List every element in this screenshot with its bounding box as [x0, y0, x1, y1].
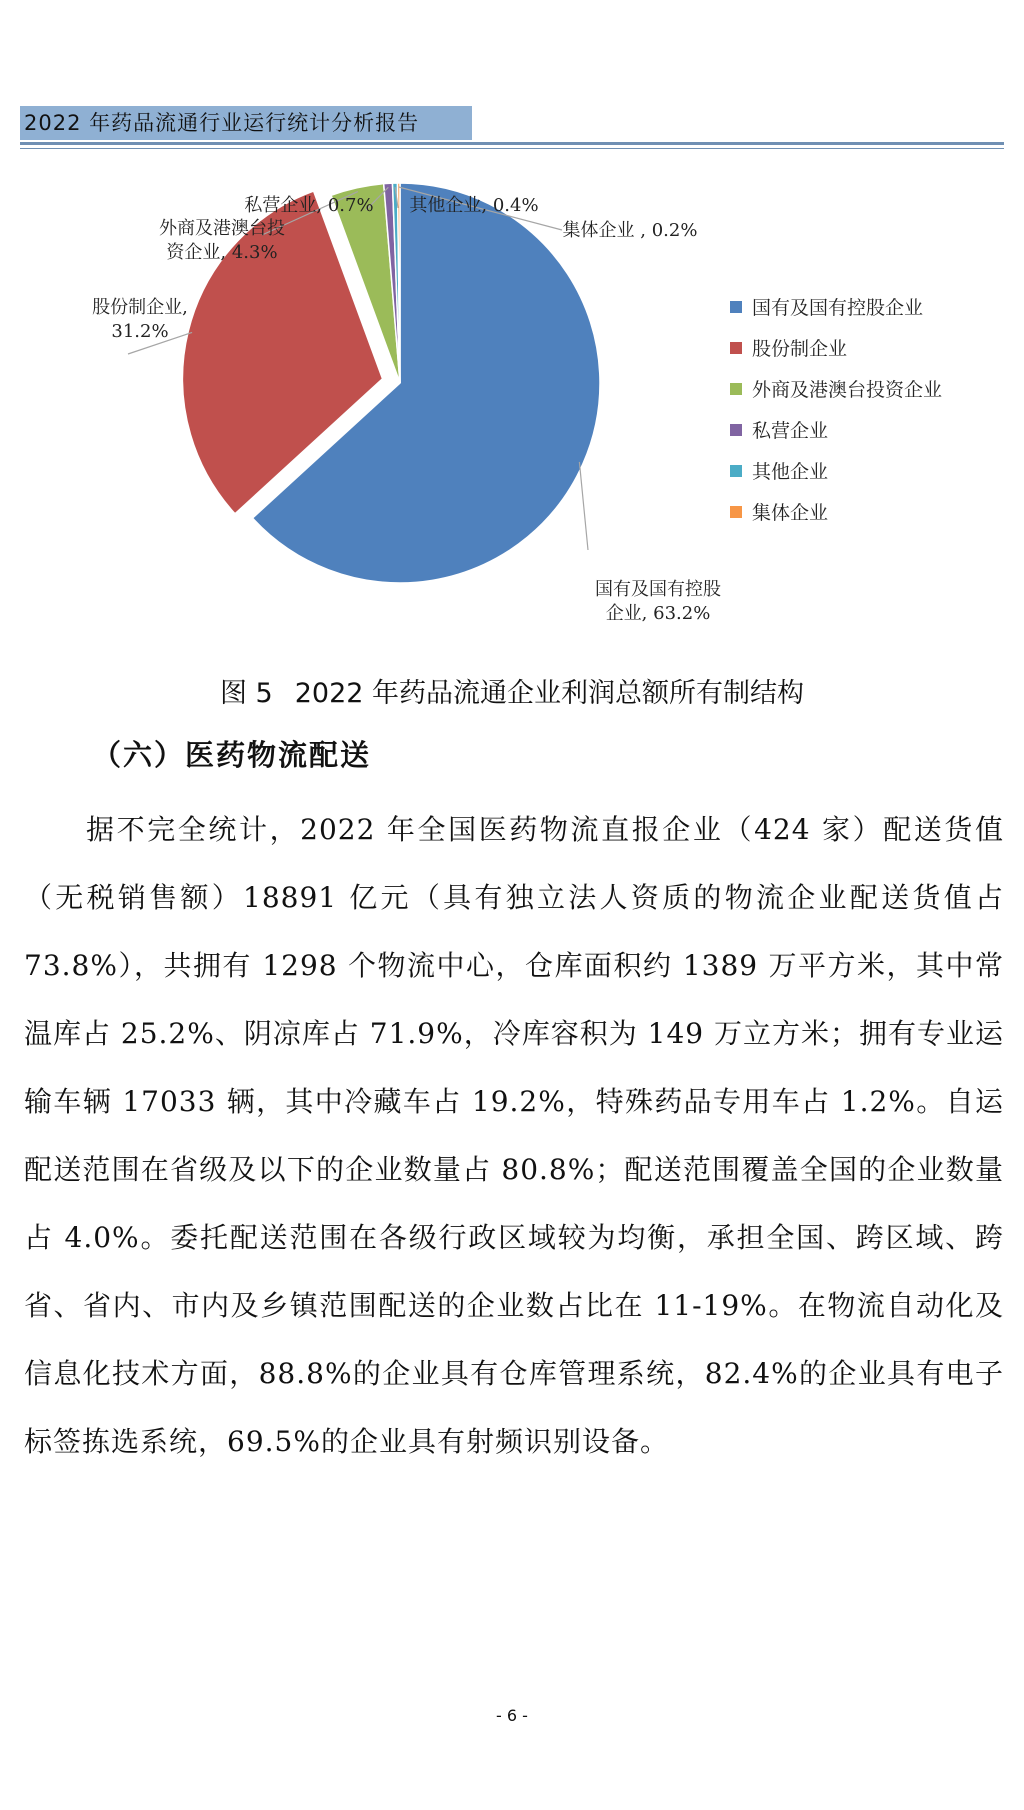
figure-number: 图 5	[219, 678, 273, 709]
data-label-line: 资企业, 4.3%	[166, 242, 278, 263]
legend-label-私营企业: 私营企业	[752, 420, 829, 442]
legend-swatch-其他企业	[730, 465, 742, 477]
data-label-集体企业	[563, 220, 698, 241]
data-label-国有及国有控股企业	[595, 579, 721, 624]
data-label-line: 其他企业, 0.4%	[409, 195, 539, 216]
report-title: 2022 年药品流通行业运行统计分析报告	[24, 111, 420, 135]
data-label-line: 企业, 63.2%	[605, 603, 711, 624]
chart-legend	[730, 297, 942, 524]
data-label-line: 31.2%	[111, 321, 169, 342]
figure-caption	[0, 671, 1024, 710]
data-label-line: 外商及港澳台投	[159, 218, 285, 239]
legend-swatch-外商及港澳台投资企业	[730, 383, 742, 395]
legend-swatch-股份制企业	[730, 342, 742, 354]
data-label-股份制企业	[92, 297, 188, 342]
data-label-line: 股份制企业,	[92, 297, 188, 318]
legend-swatch-集体企业	[730, 506, 742, 518]
legend-label-其他企业: 其他企业	[752, 461, 829, 483]
legend-label-外商及港澳台投资企业: 外商及港澳台投资企业	[752, 379, 943, 401]
header-rule-thin	[20, 148, 1004, 149]
data-label-其他企业	[409, 195, 538, 216]
legend-swatch-国有及国有控股企业	[730, 301, 742, 313]
header-rule	[20, 142, 1004, 145]
legend-label-集体企业: 集体企业	[752, 502, 829, 524]
page-number: - 6 -	[496, 1706, 528, 1725]
legend-swatch-私营企业	[730, 424, 742, 436]
figure-caption-text: 2022 年药品流通企业利润总额所有制结构	[294, 678, 805, 709]
data-label-line: 集体企业 , 0.2%	[562, 220, 698, 241]
section-heading: （六）医药物流配送	[92, 738, 372, 772]
data-label-line: 私营企业, 0.7%	[244, 195, 374, 216]
data-label-私营企业	[244, 195, 373, 216]
leader-line-国有及国有控股企业	[579, 462, 588, 550]
data-label-line: 国有及国有控股	[595, 579, 721, 600]
legend-label-国有及国有控股企业: 国有及国有控股企业	[752, 297, 924, 319]
ownership-pie-chart	[0, 180, 1024, 660]
legend-label-股份制企业: 股份制企业	[752, 338, 848, 360]
body-paragraph: 据不完全统计，2022 年全国医药物流直报企业（424 家）配送货值（无税销售额）18891 亿元（具有独立法人资质的物流企业配送货值占 73.8%），共拥有 1298 个物流中心，仓库面积约 1389 万平方米，其中常温库占 25.2%、阴凉库占 71.9%，冷库容积为 149 万立方米；拥有专业运输车辆 17033 辆，其中冷藏车占 19.2%，特殊药品专用车占 1.2%。自运配送范围在省级及以下的企业数量占 80.8%；配送范围覆盖全国的企业数量占 4.0%。委托配送范围在各级行政区域较为均衡，承担全国、跨区域、跨省、省内、市内及乡镇范围配送的企业数占比在 11-19%。在物流自动化及信息化技术方面，88.8%的企业具有仓库管理系统，82.4%的企业具有电子标签拣选系统，69.5%的企业具有射频识别设备。	[24, 813, 1004, 1458]
